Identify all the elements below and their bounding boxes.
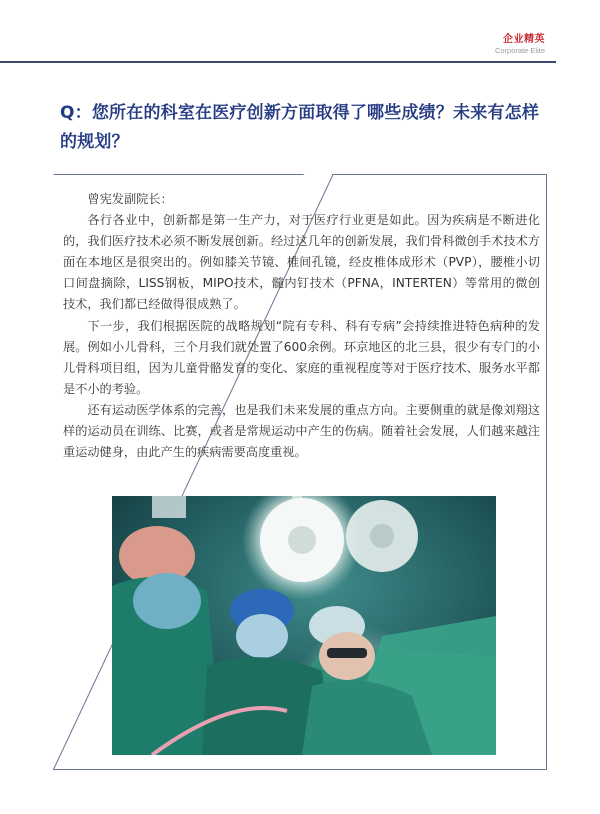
answer-paragraph: 各行各业中，创新都是第一生产力，对于医疗行业更是如此。因为疾病是不断进化的，我们医疗技术必须不断发展创新。经过这几年的创新发展，我们骨科微创手术技术方面在本地区是很突出的。例如膝关节镜、椎间孔镜，经皮椎体成形术（PVP），腰椎小切口间盘摘除，LISS钢板，MIPO技术，髓内钉技术（PFNA，INTERTEN）等常用的微创技术，我们都已经做得很成熟了。 — [63, 213, 540, 312]
header-brand — [495, 34, 545, 56]
question-heading: Q：您所在的科室在医疗创新方面取得了哪些成绩？未来有怎样的规划？ — [60, 103, 540, 152]
answer-paragraph: 下一步，我们根据医院的战略规划“院有专科、科有专病”会持续推进特色病种的发展。例如小儿骨科，三个月我们就处置了600余例。环京地区的北三县，很少有专门的小儿骨科项目组，因为儿童骨骼发育的变化、家庭的重视程度等对于医疗技术、服务水平都是不小的考验。 — [63, 318, 540, 396]
brand-title-cn: 企业精英 — [503, 34, 545, 45]
surgery-photo — [112, 496, 496, 755]
answer-body — [63, 189, 540, 463]
answer-paragraph: 还有运动医学体系的完善，也是我们未来发展的重点方向。主要侧重的就是像刘翔这样的运动员在训练、比赛，或者是常规运动中产生的伤病。随着社会发展，人们越来越注重运动健身，由此产生的疾病需要高度重视。 — [63, 402, 540, 460]
header-divider — [0, 61, 556, 63]
answer-speaker: 曾宪发副院长： — [87, 192, 173, 206]
brand-title-en: Corporate Elite — [494, 46, 545, 55]
surgery-illustration — [112, 496, 496, 755]
